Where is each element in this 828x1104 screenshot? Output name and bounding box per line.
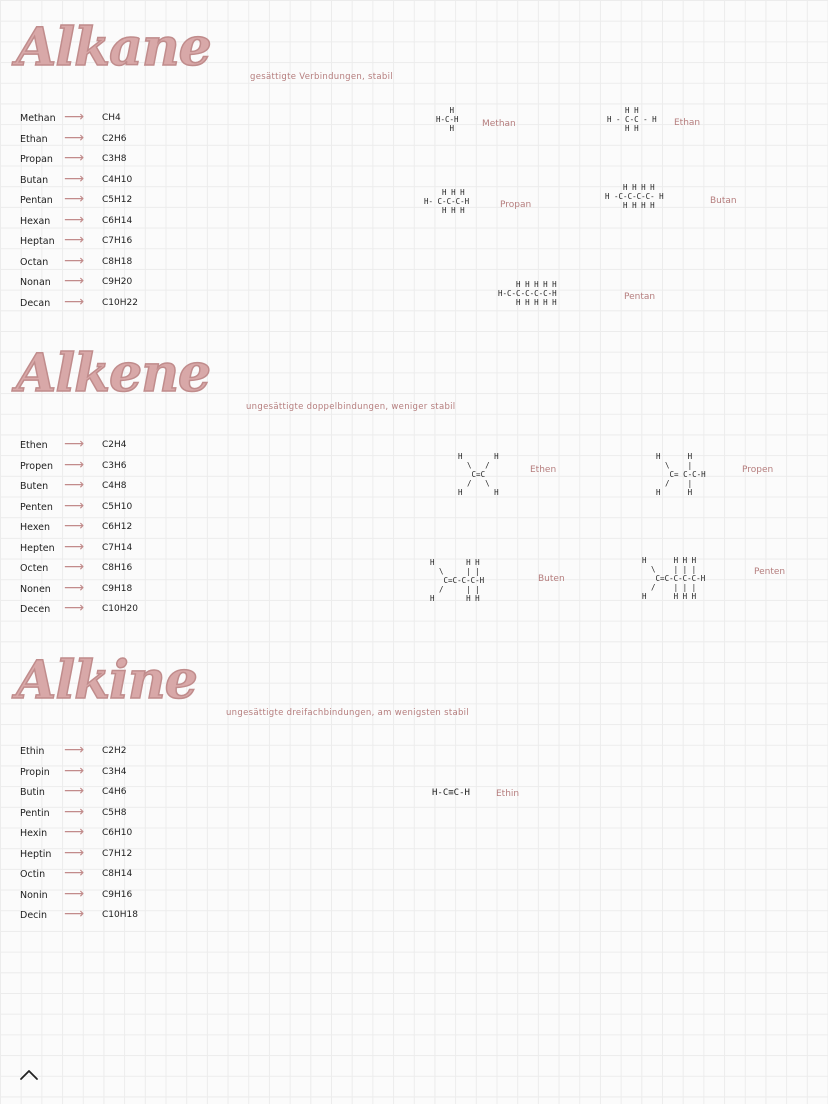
arrow-icon: ⟶ [64, 293, 85, 310]
compound-formula: C6H10 [102, 828, 133, 838]
compound-formula: C2H6 [102, 133, 127, 144]
structural-formula: H H-C-H H [436, 106, 459, 133]
section-title: Alkene [16, 343, 211, 404]
compound-name: Propen [20, 460, 53, 472]
compound-name: Nonan [20, 277, 51, 288]
compound-formula: C10H18 [102, 910, 138, 920]
compound-formula: C5H8 [102, 807, 127, 818]
compound-name: Octin [20, 869, 46, 880]
compound-formula: C5H10 [102, 501, 133, 512]
compound-formula: C5H12 [102, 195, 133, 205]
structural-formula: H H H \ | | C=C-C-C-H / | | H H H [430, 558, 485, 603]
compound-formula: C9H20 [102, 277, 133, 287]
compound-formula: C3H8 [102, 154, 127, 164]
structure-label: Penten [754, 567, 786, 577]
compound-name: Butan [20, 174, 49, 186]
compound-formula: C2H4 [102, 440, 127, 450]
section-title: Alkine [16, 650, 197, 711]
compound-formula: C10H20 [102, 604, 138, 614]
compound-formula: C7H12 [102, 848, 133, 859]
section-subtitle: ungesättigte dreifachbindungen, am wenigsten stabil [226, 708, 469, 718]
arrow-icon: ⟶ [64, 538, 85, 555]
arrow-icon: ⟶ [64, 762, 85, 779]
list-item [20, 824, 180, 842]
compound-formula: C6H12 [102, 522, 133, 532]
compound-formula: C7H14 [102, 542, 133, 553]
compound-name: Decan [20, 297, 51, 309]
structure-label: Methan [482, 119, 516, 129]
structural-formula: H-C≡C-H [432, 788, 470, 798]
compound-formula: C7H16 [102, 236, 133, 246]
structural-formula: H H \ | C= C-C-H / | H H [656, 452, 706, 497]
arrow-icon: ⟶ [64, 600, 85, 616]
compound-formula: C8H14 [102, 869, 133, 879]
compound-name: Penten [20, 501, 53, 513]
section-title: Alkane [16, 17, 211, 78]
compound-name: Methan [20, 113, 56, 124]
list-item [20, 803, 180, 822]
compound-name: Hexin [20, 828, 48, 839]
compound-name: Pentin [20, 807, 50, 819]
arrow-icon: ⟶ [64, 150, 85, 166]
list-item [20, 742, 180, 760]
arrow-icon: ⟶ [64, 170, 85, 187]
compound-formula: C2H2 [102, 746, 127, 756]
list-item [20, 865, 180, 883]
chevron-up-icon[interactable] [18, 1064, 40, 1086]
compound-name: Propan [20, 154, 53, 165]
compound-name: Ethin [20, 746, 45, 757]
compound-formula: C8H16 [102, 563, 133, 573]
compound-name: Decen [20, 604, 51, 615]
arrow-icon: ⟶ [64, 885, 85, 902]
compound-name: Hepten [20, 542, 55, 554]
arrow-icon: ⟶ [64, 211, 85, 228]
compound-formula: C9H18 [102, 583, 133, 594]
compound-formula: C6H14 [102, 215, 133, 226]
compound-name: Butin [20, 787, 45, 798]
list-item [20, 783, 180, 801]
structure-label: Propen [742, 465, 774, 475]
compound-formula: C3H4 [102, 766, 127, 777]
arrow-icon: ⟶ [64, 273, 85, 289]
arrow-icon: ⟶ [64, 129, 85, 146]
compound-formula: C3H6 [102, 460, 127, 471]
arrow-icon: ⟶ [64, 824, 85, 840]
arrow-icon: ⟶ [64, 579, 85, 596]
compound-name: Heptin [20, 848, 52, 860]
compound-formula: C9H16 [102, 889, 133, 900]
compound-name: Propin [20, 766, 50, 778]
section-subtitle: gesättigte Verbindungen, stabil [250, 72, 393, 82]
structure-label: Ethin [496, 789, 520, 799]
compound-name: Ethen [20, 440, 48, 451]
compound-name: Octen [20, 563, 49, 574]
list-item [20, 762, 180, 781]
structural-formula: H H H H- C-C-C-H H H H [424, 188, 470, 215]
compound-name: Pentan [20, 195, 53, 206]
compound-name: Octan [20, 256, 49, 268]
arrow-icon: ⟶ [64, 783, 85, 799]
structure-label: Ethen [530, 465, 557, 475]
compound-name: Ethan [20, 133, 48, 145]
arrow-icon: ⟶ [64, 803, 85, 820]
structural-formula: H H H - C-C - H H H [607, 106, 657, 133]
structure-label: Butan [710, 196, 737, 206]
list-item [20, 844, 180, 863]
structural-formula: H H \ / C=C / \ H H [458, 452, 499, 497]
structural-formula: H H H H H H-C-C-C-C-C-H H H H H H [498, 280, 557, 307]
list-item [20, 885, 180, 904]
compound-name: Buten [20, 481, 49, 492]
compound-formula: C4H6 [102, 787, 127, 797]
arrow-icon: ⟶ [64, 906, 85, 922]
compound-formula: C10H22 [102, 297, 138, 308]
arrow-icon: ⟶ [64, 477, 85, 493]
structural-formula: H H H H H -C-C-C-C- H H H H H [605, 183, 664, 210]
arrow-icon: ⟶ [64, 191, 85, 207]
compound-formula: C4H8 [102, 481, 127, 491]
compound-formula: CH4 [102, 113, 121, 123]
structure-label: Propan [500, 200, 532, 210]
compound-formula: C4H10 [102, 174, 133, 185]
arrow-icon: ⟶ [64, 456, 85, 473]
section-subtitle: ungesättigte doppelbindungen, weniger stabil [246, 402, 456, 412]
arrow-icon: ⟶ [64, 559, 85, 575]
arrow-icon: ⟶ [64, 844, 85, 861]
arrow-icon: ⟶ [64, 742, 85, 758]
arrow-icon: ⟶ [64, 232, 85, 248]
compound-name: Nonin [20, 889, 48, 901]
arrow-icon: ⟶ [64, 497, 85, 514]
arrow-icon: ⟶ [64, 252, 85, 269]
compound-formula: C8H18 [102, 256, 133, 267]
compound-name: Hexen [20, 522, 51, 533]
arrow-icon: ⟶ [64, 865, 85, 881]
list-item [20, 906, 180, 924]
compound-name: Heptan [20, 236, 55, 247]
structure-label: Buten [538, 574, 565, 584]
compound-name: Hexan [20, 215, 51, 227]
arrow-icon: ⟶ [64, 109, 85, 125]
structure-label: Ethan [674, 118, 701, 128]
structure-label: Pentan [624, 292, 656, 302]
compound-name: Nonen [20, 583, 51, 595]
arrow-icon: ⟶ [64, 518, 85, 534]
compound-name: Decin [20, 910, 48, 921]
structural-formula: H H H H \ | | | C=C-C-C-C-H / | | | H H H H [642, 556, 706, 601]
arrow-icon: ⟶ [64, 436, 85, 452]
